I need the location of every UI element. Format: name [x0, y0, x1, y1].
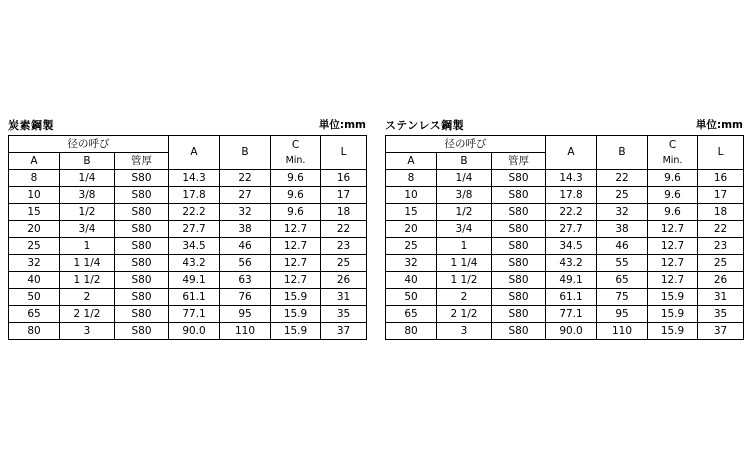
table-cell: 20	[9, 221, 60, 238]
col-header-c-label: C	[668, 138, 677, 151]
panel-title: 炭素鋼製	[8, 119, 54, 132]
col-header-thickness: 管厚	[492, 153, 546, 170]
table-cell: 1/2	[60, 204, 115, 221]
table-row	[9, 306, 367, 323]
table-row	[386, 272, 744, 289]
table-cell: 27	[220, 187, 271, 204]
table-cell: 32	[597, 204, 648, 221]
table-cell: 40	[9, 272, 60, 289]
table-cell: 10	[386, 187, 437, 204]
table-cell: 14.3	[546, 170, 597, 187]
table-cell: 9.6	[648, 170, 698, 187]
table-cell: 25	[9, 238, 60, 255]
table-cell: 34.5	[546, 238, 597, 255]
table-cell: S80	[492, 323, 546, 340]
table-cell: 12.7	[648, 238, 698, 255]
table-cell: 46	[220, 238, 271, 255]
table-cell: 32	[9, 255, 60, 272]
table-cell: 22	[321, 221, 367, 238]
col-header-b: B	[597, 136, 648, 170]
table-cell: 17.8	[169, 187, 220, 204]
table-cell: 43.2	[546, 255, 597, 272]
table-cell: 38	[220, 221, 271, 238]
table-cell: 75	[597, 289, 648, 306]
table-cell: 1 1/2	[437, 272, 492, 289]
table-cell: 12.7	[271, 221, 321, 238]
table-cell: S80	[115, 306, 169, 323]
table-cell: 25	[597, 187, 648, 204]
table-cell: 3	[60, 323, 115, 340]
table-body	[386, 170, 744, 340]
col-header-c	[271, 136, 321, 170]
table-cell: S80	[492, 221, 546, 238]
table-cell: 23	[321, 238, 367, 255]
table-cell: 110	[220, 323, 271, 340]
table-cell: 95	[597, 306, 648, 323]
table-cell: 90.0	[169, 323, 220, 340]
table-cell: 26	[321, 272, 367, 289]
table-cell: 15.9	[271, 323, 321, 340]
table-cell: 1 1/2	[60, 272, 115, 289]
table-cell: 12.7	[271, 238, 321, 255]
table-cell: 1	[437, 238, 492, 255]
dimension-table	[8, 135, 367, 340]
table-row	[9, 272, 367, 289]
table-cell: 9.6	[271, 187, 321, 204]
col-header-c-min: Min.	[285, 154, 306, 166]
table-cell: 10	[9, 187, 60, 204]
table-row	[386, 187, 744, 204]
table-cell: 27.7	[169, 221, 220, 238]
table-cell: 40	[386, 272, 437, 289]
table-cell: S80	[115, 187, 169, 204]
table-cell: 9.6	[271, 170, 321, 187]
table-row	[9, 204, 367, 221]
table-cell: S80	[492, 272, 546, 289]
table-cell: 2 1/2	[60, 306, 115, 323]
table-cell: S80	[492, 170, 546, 187]
table-cell: 80	[386, 323, 437, 340]
table-cell: 61.1	[169, 289, 220, 306]
table-cell: 8	[386, 170, 437, 187]
table-row	[386, 170, 744, 187]
table-cell: 22.2	[169, 204, 220, 221]
table-cell: S80	[115, 170, 169, 187]
col-header-l: L	[698, 136, 744, 170]
table-cell: S80	[115, 255, 169, 272]
table-cell: S80	[115, 289, 169, 306]
table-cell: 37	[698, 323, 744, 340]
table-cell: 22	[220, 170, 271, 187]
table-cell: 3/4	[437, 221, 492, 238]
table-cell: 3/4	[60, 221, 115, 238]
table-cell: 63	[220, 272, 271, 289]
table-row	[9, 289, 367, 306]
col-header-c-label: C	[291, 138, 300, 151]
table-cell: 49.1	[546, 272, 597, 289]
col-header-c-min: Min.	[662, 154, 683, 166]
col-header-size-a: A	[9, 153, 60, 170]
table-cell: S80	[492, 255, 546, 272]
dimension-table	[385, 135, 744, 340]
col-header-thickness: 管厚	[115, 153, 169, 170]
table-row	[9, 187, 367, 204]
table-cell: 8	[9, 170, 60, 187]
table-cell: 31	[321, 289, 367, 306]
table-cell: 38	[597, 221, 648, 238]
table-cell: 9.6	[648, 204, 698, 221]
table-row	[9, 323, 367, 340]
table-cell: 77.1	[546, 306, 597, 323]
stainless-steel-panel	[385, 117, 743, 340]
table-cell: S80	[115, 204, 169, 221]
nominal-size-header: 径の呼び	[9, 136, 169, 153]
table-cell: S80	[492, 187, 546, 204]
table-cell: 16	[698, 170, 744, 187]
table-cell: 1/4	[437, 170, 492, 187]
table-cell: 35	[321, 306, 367, 323]
table-cell: 26	[698, 272, 744, 289]
table-cell: 50	[9, 289, 60, 306]
table-cell: 12.7	[271, 272, 321, 289]
table-cell: 23	[698, 238, 744, 255]
table-cell: 3/8	[437, 187, 492, 204]
table-cell: S80	[492, 204, 546, 221]
table-cell: 1/2	[437, 204, 492, 221]
col-header-size-a: A	[386, 153, 437, 170]
table-row	[386, 238, 744, 255]
table-cell: 32	[220, 204, 271, 221]
col-header-size-b: B	[60, 153, 115, 170]
table-cell: S80	[115, 221, 169, 238]
table-cell: 18	[698, 204, 744, 221]
table-cell: 25	[386, 238, 437, 255]
table-cell: 18	[321, 204, 367, 221]
table-cell: S80	[115, 323, 169, 340]
table-cell: 32	[386, 255, 437, 272]
panel-title: ステンレス鋼製	[385, 119, 465, 132]
table-cell: 56	[220, 255, 271, 272]
table-cell: 43.2	[169, 255, 220, 272]
table-cell: 12.7	[648, 255, 698, 272]
table-cell: 65	[386, 306, 437, 323]
carbon-steel-panel	[8, 117, 366, 340]
table-cell: 22.2	[546, 204, 597, 221]
table-cell: 110	[597, 323, 648, 340]
table-body	[9, 170, 367, 340]
col-header-size-b: B	[437, 153, 492, 170]
table-cell: S80	[492, 306, 546, 323]
table-cell: S80	[492, 289, 546, 306]
table-cell: S80	[115, 272, 169, 289]
table-row	[9, 221, 367, 238]
table-row	[386, 221, 744, 238]
table-cell: 9.6	[271, 204, 321, 221]
nominal-size-header: 径の呼び	[386, 136, 546, 153]
table-cell: 61.1	[546, 289, 597, 306]
table-cell: 15.9	[648, 323, 698, 340]
table-cell: 90.0	[546, 323, 597, 340]
table-cell: 31	[698, 289, 744, 306]
table-cell: 55	[597, 255, 648, 272]
table-cell: 12.7	[648, 272, 698, 289]
table-cell: 17	[698, 187, 744, 204]
col-header-c	[648, 136, 698, 170]
table-cell: 35	[698, 306, 744, 323]
table-cell: 50	[386, 289, 437, 306]
col-header-b: B	[220, 136, 271, 170]
table-cell: 46	[597, 238, 648, 255]
table-cell: 25	[698, 255, 744, 272]
table-row	[9, 170, 367, 187]
col-header-a: A	[546, 136, 597, 170]
table-cell: 14.3	[169, 170, 220, 187]
table-row	[9, 255, 367, 272]
table-cell: 9.6	[648, 187, 698, 204]
table-cell: 49.1	[169, 272, 220, 289]
table-cell: 17	[321, 187, 367, 204]
table-row	[386, 323, 744, 340]
table-cell: 15.9	[648, 289, 698, 306]
table-cell: 22	[698, 221, 744, 238]
col-header-l: L	[321, 136, 367, 170]
unit-label: 単位:mm	[695, 119, 743, 131]
table-cell: 1 1/4	[437, 255, 492, 272]
table-cell: 65	[9, 306, 60, 323]
table-cell: 15	[386, 204, 437, 221]
table-cell: 3	[437, 323, 492, 340]
table-cell: 20	[386, 221, 437, 238]
table-cell: 15.9	[648, 306, 698, 323]
table-cell: 80	[9, 323, 60, 340]
table-cell: 65	[597, 272, 648, 289]
panel-header	[385, 117, 743, 135]
table-cell: 2	[437, 289, 492, 306]
table-cell: 25	[321, 255, 367, 272]
table-cell: 27.7	[546, 221, 597, 238]
table-cell: 22	[597, 170, 648, 187]
table-cell: 2 1/2	[437, 306, 492, 323]
unit-label: 単位:mm	[318, 119, 366, 131]
table-cell: 77.1	[169, 306, 220, 323]
table-cell: 76	[220, 289, 271, 306]
table-cell: 1 1/4	[60, 255, 115, 272]
table-cell: 12.7	[271, 255, 321, 272]
table-cell: 37	[321, 323, 367, 340]
panel-header	[8, 117, 366, 135]
table-row	[386, 204, 744, 221]
table-cell: 3/8	[60, 187, 115, 204]
table-cell: 2	[60, 289, 115, 306]
table-row	[386, 306, 744, 323]
table-cell: 12.7	[648, 221, 698, 238]
table-cell: 15	[9, 204, 60, 221]
table-row	[9, 238, 367, 255]
table-cell: 15.9	[271, 306, 321, 323]
table-cell: 16	[321, 170, 367, 187]
table-cell: 17.8	[546, 187, 597, 204]
table-cell: S80	[492, 238, 546, 255]
table-cell: 1/4	[60, 170, 115, 187]
table-row	[386, 255, 744, 272]
table-cell: S80	[115, 238, 169, 255]
table-cell: 1	[60, 238, 115, 255]
table-cell: 34.5	[169, 238, 220, 255]
col-header-a: A	[169, 136, 220, 170]
table-row	[386, 289, 744, 306]
table-cell: 95	[220, 306, 271, 323]
table-cell: 15.9	[271, 289, 321, 306]
